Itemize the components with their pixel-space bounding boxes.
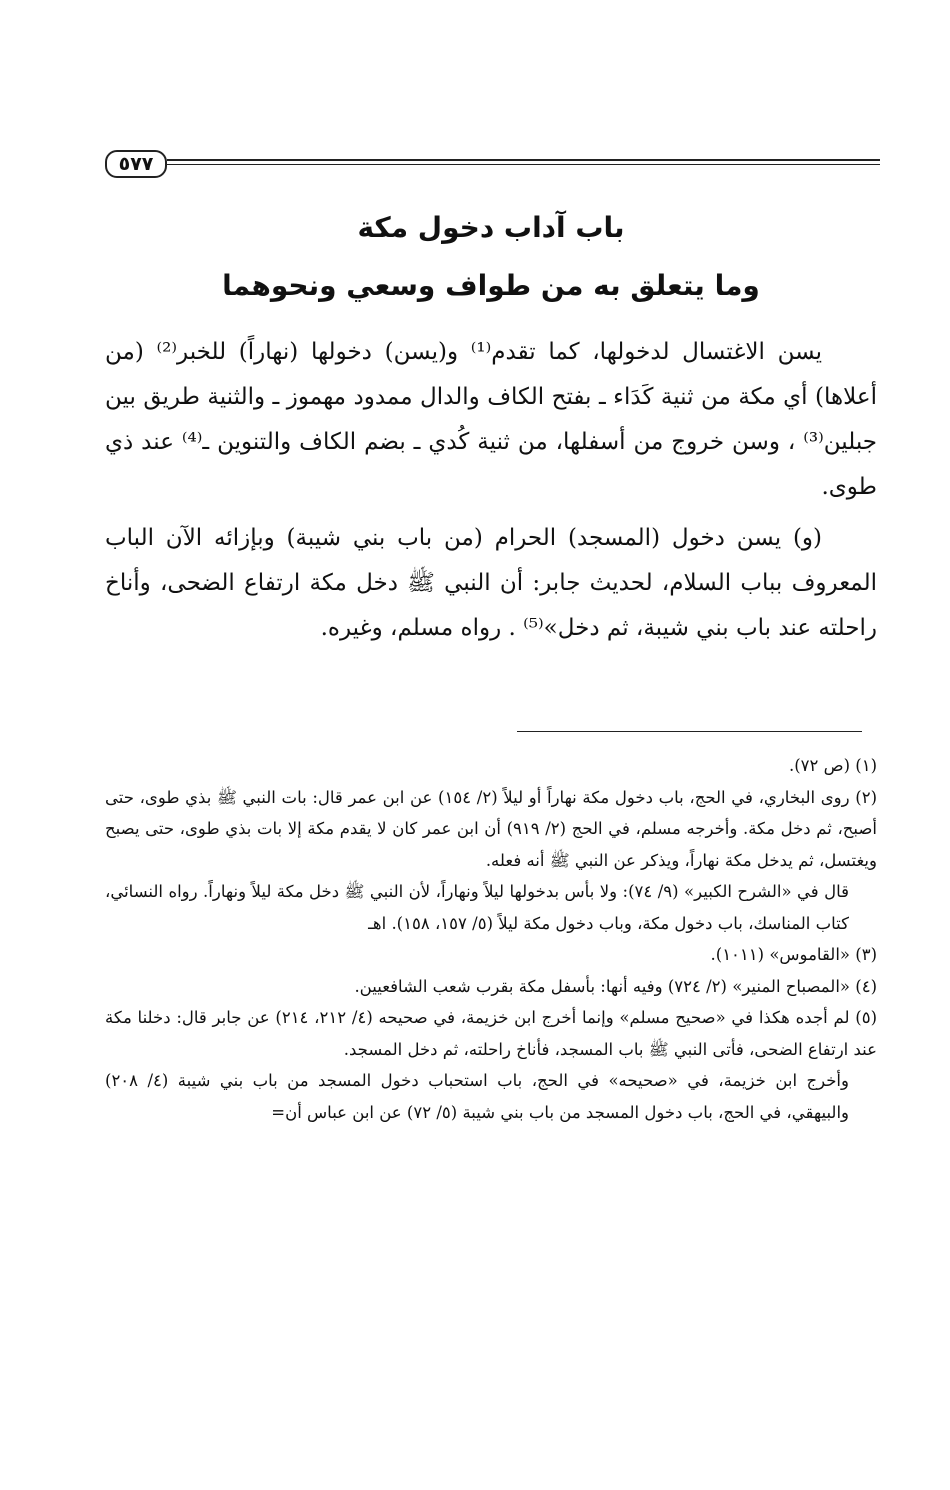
footnote: (٥) لم أجده هكذا في «صحيح مسلم» وإنما أخرج ابن خزيمة، في صحيحه (٤/ ٢١٢، ٢١٤) عن جابر قال: دخلنا مكة عند ارتفاع الضحى، فأتى النبي ﷺ باب المسجد، فأناخ راحلته، ثم دخل المسجد. (105, 1008, 877, 1059)
footnote-divider (517, 731, 862, 732)
page-number: ٥٧٧ (105, 150, 167, 178)
footnote: (٣) «القاموس» (١٠١١). (710, 945, 877, 964)
chapter-title: باب آداب دخول مكة (357, 211, 625, 244)
page-header (105, 150, 880, 180)
header-rule-thin (167, 164, 880, 165)
chapter-subtitle: وما يتعلق به من طواف وسعي ونحوهما (222, 269, 760, 302)
footnotes (105, 750, 877, 1128)
paragraph: يسن الاغتسال لدخولها، كما تقدم⁽¹⁾ و(يسن) دخولها (نهاراً) للخبر⁽²⁾ (من أعلاها) أي مكة من ثنية كَدَاء ـ بفتح الكاف والدال ممدود مهموز ـ والثنية طريق بين جبلين⁽³⁾ ، وسن خروج من أسفلها، من ثنية كُدي ـ بضم الكاف والتنوين ـ⁽⁴⁾ عند ذي طوى. (105, 339, 877, 500)
footnote: (٤) «المصباح المنير» (٢/ ٧٢٤) وفيه أنها: بأسفل مكة بقرب شعب الشافعيين. (354, 976, 877, 996)
main-text (105, 330, 877, 657)
footnote: (٢) روى البخاري، في الحج، باب دخول مكة نهاراً أو ليلاً (٢/ ١٥٤) عن ابن عمر قال: بات النبي ﷺ بذي طوى، حتى أصبح، ثم دخل مكة. وأخرجه مسلم، في الحج (٢/ ٩١٩) أن ابن عمر كان لا يقدم مكة إلا بات بذي طوى، حتى يصبح ويغتسل، ثم يدخل مكة نهاراً، ويذكر عن النبي ﷺ أنه فعله. (105, 787, 877, 870)
header-rule (167, 159, 880, 161)
footnote: (١) (ص ٧٢). (788, 756, 877, 775)
paragraph: (و) يسن دخول (المسجد) الحرام (من باب بني شيبة) وبإزائه الآن الباب المعروف بباب السلام، لحديث جابر: أن النبي ﷺ دخل مكة ارتفاع الضحى، وأناخ راحلته عند باب بني شيبة، ثم دخل»⁽⁵⁾ . رواه مسلم، وغيره. (105, 525, 877, 641)
footnote-continuation: وأخرج ابن خزيمة، في «صحيحه» في الحج، باب استحباب دخول المسجد من باب بني شيبة (٤/ ٢٠٨) والبيهقي، في الحج، باب دخول المسجد من باب بني شيبة (٥/ ٧٢) عن ابن عباس أن= (105, 1071, 849, 1122)
footnote-continuation: قال في «الشرح الكبير» (٩/ ٧٤): ولا بأس بدخولها ليلاً ونهاراً، لأن النبي ﷺ دخل مكة ليلاً ونهاراً. رواه النسائي، كتاب المناسك، باب دخول مكة، وباب دخول مكة ليلاً (٥/ ١٥٧، ١٥٨). اهـ (105, 882, 849, 933)
